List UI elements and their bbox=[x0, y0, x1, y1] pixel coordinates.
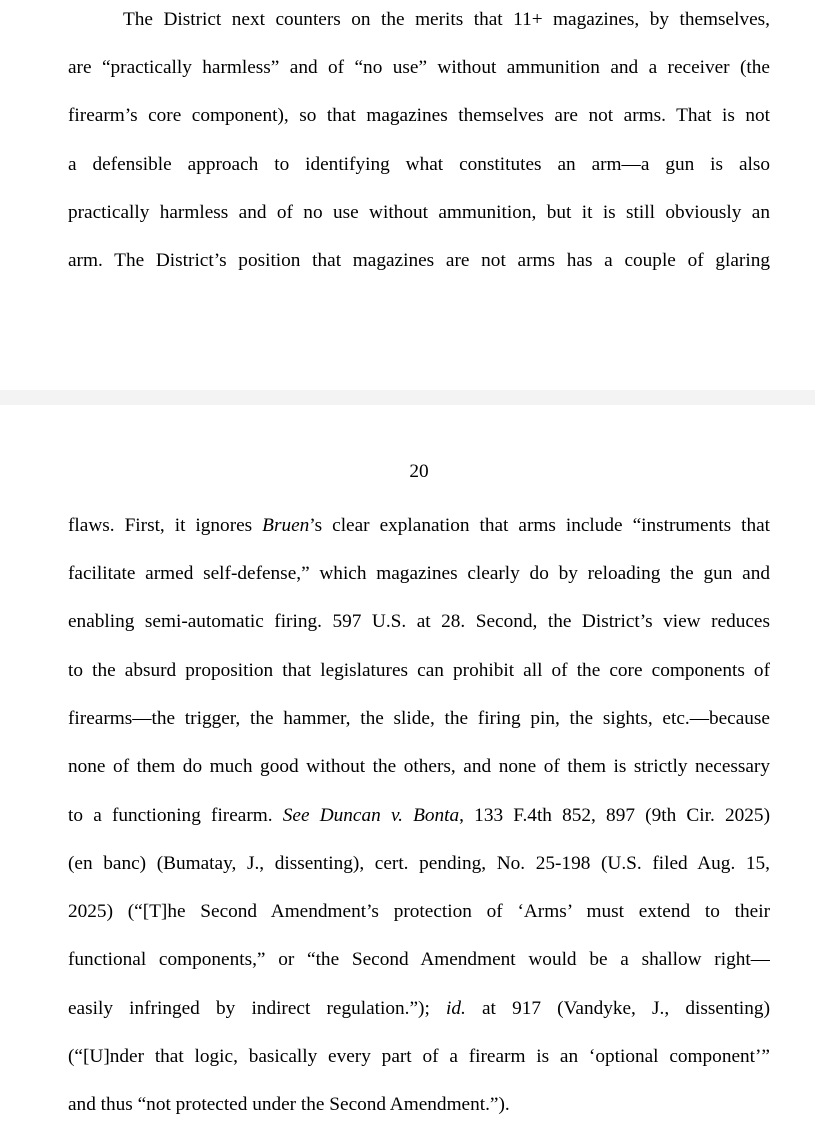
text-line: (“[U]nder that logic, basically every part of a firearm is an ‘optional component’” bbox=[68, 1046, 770, 1067]
text-run: ’s clear explanation that arms include “instruments that bbox=[309, 515, 770, 536]
document-page-bottom bbox=[0, 405, 815, 1129]
text-line: practically harmless and of no use without ammunition, but it is still obviously an bbox=[68, 202, 770, 223]
citation-italic: id. bbox=[446, 998, 466, 1019]
text-line: 2025) (“[T]he Second Amendment’s protection of ‘Arms’ must extend to their bbox=[68, 901, 770, 922]
text-line: and thus “not protected under the Second Amendment.”). bbox=[68, 1094, 510, 1115]
citation-italic: See Duncan v. Bonta bbox=[282, 805, 460, 826]
text-line: firearms—the trigger, the hammer, the slide, the firing pin, the sights, etc.—because bbox=[68, 708, 770, 729]
case-name-italic: Bruen bbox=[262, 515, 310, 536]
text-line: a defensible approach to identifying what constitutes an arm—a gun is also bbox=[68, 154, 770, 175]
text-line: (en banc) (Bumatay, J., dissenting), cert. pending, No. 25-198 (U.S. filed Aug. 15, bbox=[68, 853, 770, 874]
text-run: flaws. First, it ignores bbox=[68, 515, 263, 536]
text-run: easily infringed by indirect regulation.”); bbox=[68, 998, 446, 1019]
document-page-top bbox=[0, 0, 815, 390]
page-separator bbox=[0, 390, 815, 405]
text-line: The District next counters on the merits that 11+ magazines, by themselves, bbox=[123, 9, 770, 30]
text-run: to a functioning firearm. bbox=[68, 805, 283, 826]
text-line: functional components,” or “the Second Amendment would be a shallow right— bbox=[68, 949, 770, 970]
text-line: enabling semi-automatic firing. 597 U.S. at 28. Second, the District’s view reduces bbox=[68, 611, 770, 632]
text-line: are “practically harmless” and of “no use” without ammunition and a receiver (the bbox=[68, 57, 770, 78]
text-line bbox=[68, 997, 770, 1021]
text-line bbox=[68, 514, 770, 538]
text-line: arm. The District’s position that magazines are not arms has a couple of glaring bbox=[68, 250, 770, 271]
text-line: facilitate armed self-defense,” which magazines clearly do by reloading the gun and bbox=[68, 563, 770, 584]
text-line: to the absurd proposition that legislatures can prohibit all of the core components of bbox=[68, 660, 770, 681]
text-line: firearm’s core component), so that magazines themselves are not arms. That is not bbox=[68, 105, 770, 126]
text-line bbox=[68, 804, 770, 828]
text-run: , 133 F.4th 852, 897 (9th Cir. 2025) bbox=[459, 805, 770, 826]
text-run: at 917 (Vandyke, J., dissenting) bbox=[465, 998, 770, 1019]
page-number: 20 bbox=[409, 461, 429, 482]
text-line: none of them do much good without the others, and none of them is strictly necessary bbox=[68, 756, 770, 777]
